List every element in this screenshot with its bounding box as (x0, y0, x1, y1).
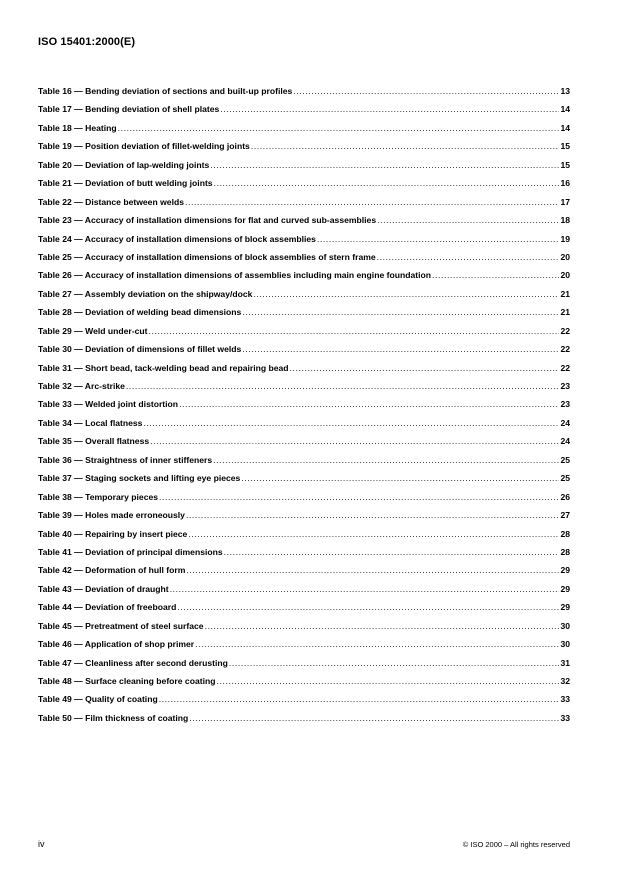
toc-entry-label[interactable]: Table 46 — Application of shop primer (38, 639, 195, 650)
toc-entry[interactable] (38, 197, 570, 215)
toc-entry-label[interactable]: Table 33 — Welded joint distortion (38, 399, 179, 410)
toc-dot-leader (432, 270, 559, 280)
toc-dot-leader (118, 123, 560, 133)
toc-entry-page[interactable]: 21 (560, 307, 570, 318)
toc-entry-page[interactable]: 19 (560, 233, 570, 244)
toc-entry[interactable] (38, 658, 570, 676)
toc-entry-page[interactable]: 33 (560, 694, 570, 705)
toc-entry-page[interactable]: 14 (560, 104, 570, 115)
toc-entry-label[interactable]: Table 47 — Cleanliness after second derusting (38, 657, 228, 668)
toc-entry[interactable] (38, 215, 570, 233)
toc-dot-leader (229, 658, 560, 668)
toc-entry-label[interactable]: Table 37 — Staging sockets and lifting eye pieces (38, 473, 241, 484)
toc-entry[interactable] (38, 307, 570, 325)
toc-dot-leader (150, 436, 559, 446)
toc-entry-label[interactable]: Table 36 — Straightness of inner stiffeners (38, 454, 213, 465)
toc-entry-page[interactable]: 29 (560, 583, 570, 594)
toc-entry[interactable] (38, 178, 570, 196)
toc-dot-leader (377, 252, 560, 262)
toc-entry-label[interactable]: Table 25 — Accuracy of installation dimensions of block assemblies of stern frame (38, 251, 376, 262)
toc-entry-page[interactable]: 14 (560, 122, 570, 133)
toc-entry[interactable] (38, 639, 570, 657)
toc-entry-label[interactable]: Table 49 — Quality of coating (38, 694, 158, 705)
toc-entry[interactable] (38, 694, 570, 712)
toc-entry-label[interactable]: Table 39 — Holes made erroneously (38, 510, 185, 521)
toc-entry[interactable] (38, 123, 570, 141)
toc-entry-page[interactable]: 25 (560, 473, 570, 484)
toc-entry-label[interactable]: Table 27 — Assembly deviation on the shipway/dock (38, 288, 253, 299)
toc-entry-label[interactable]: Table 45 — Pretreatment of steel surface (38, 620, 204, 631)
toc-entry-page[interactable]: 32 (560, 676, 570, 686)
toc-entry[interactable] (38, 602, 570, 620)
toc-entry-label[interactable]: Table 26 — Accuracy of installation dimensions of assemblies including main engine foundation (38, 270, 431, 281)
toc-entry-label[interactable]: Table 17 — Bending deviation of shell plates (38, 104, 220, 115)
toc-entry[interactable] (38, 104, 570, 122)
toc-entry[interactable] (38, 344, 570, 362)
toc-entry-label[interactable]: Table 18 — Heating (38, 122, 117, 133)
toc-entry-page[interactable]: 20 (560, 251, 570, 262)
toc-entry-page[interactable]: 26 (560, 491, 570, 502)
toc-entry-page[interactable]: 22 (560, 325, 570, 336)
toc-entry[interactable] (38, 326, 570, 344)
toc-entry[interactable] (38, 363, 570, 381)
toc-entry-page[interactable]: 23 (560, 399, 570, 410)
toc-entry[interactable] (38, 436, 570, 454)
document-header: ISO 15401:2000(E) (38, 36, 136, 48)
toc-entry-label[interactable]: Table 43 — Deviation of draught (38, 583, 169, 594)
toc-entry[interactable] (38, 584, 570, 602)
toc-entry-page[interactable]: 30 (560, 620, 570, 631)
toc-entry-label[interactable]: Table 38 — Temporary pieces (38, 491, 159, 502)
toc-entry-label[interactable]: Table 40 — Repairing by insert piece (38, 528, 188, 539)
toc-entry[interactable] (38, 418, 570, 436)
toc-dot-leader (186, 565, 559, 575)
toc-dot-leader (159, 492, 559, 502)
toc-dot-leader (220, 104, 559, 114)
toc-entry-label[interactable]: Table 21 — Deviation of butt welding joints (38, 178, 213, 189)
toc-dot-leader (210, 160, 559, 170)
toc-dot-leader (214, 178, 560, 188)
toc-entry-page[interactable]: 24 (560, 436, 570, 447)
toc-entry-label[interactable]: Table 28 — Deviation of welding bead dimensions (38, 307, 242, 318)
toc-entry[interactable] (38, 492, 570, 510)
toc-entry-label[interactable]: Table 42 — Deformation of hull form (38, 565, 186, 576)
toc-entry[interactable] (38, 529, 570, 547)
toc-entry-label[interactable]: Table 44 — Deviation of freeboard (38, 602, 177, 613)
toc-dot-leader (159, 694, 560, 704)
toc-entry-label[interactable]: Table 22 — Distance between welds (38, 196, 184, 207)
toc-dot-leader (253, 289, 559, 299)
copyright-notice: © ISO 2000 – All rights reserved (462, 840, 570, 849)
toc-dot-leader (126, 381, 560, 391)
toc-dot-leader (224, 547, 560, 557)
toc-entry-page[interactable]: 16 (560, 178, 570, 189)
toc-entry[interactable] (38, 270, 570, 288)
toc-entry-label[interactable]: Table 30 — Deviation of dimensions of fillet welds (38, 344, 242, 355)
toc-dot-leader (251, 141, 560, 151)
toc-entry-page[interactable]: 15 (560, 159, 570, 170)
toc-dot-leader (186, 510, 559, 520)
toc-entry-page[interactable]: 17 (560, 196, 570, 207)
toc-entry-label[interactable]: Table 35 — Overall flatness (38, 436, 150, 447)
toc-entry-page[interactable]: 13 (560, 86, 570, 96)
toc-entry-label[interactable]: Table 16 — Bending deviation of sections and built-up profiles (38, 86, 293, 96)
toc-dot-leader (317, 234, 559, 244)
toc-entry[interactable] (38, 713, 570, 731)
toc-entry-label[interactable]: Table 41 — Deviation of principal dimensions (38, 546, 223, 557)
toc-dot-leader (170, 584, 560, 594)
toc-dot-leader (293, 86, 559, 96)
toc-entry[interactable] (38, 547, 570, 565)
toc-entry-page[interactable]: 29 (560, 602, 570, 613)
toc-dot-leader (143, 418, 559, 428)
toc-entry-label[interactable]: Table 32 — Arc-strike (38, 381, 125, 391)
toc-entry[interactable] (38, 565, 570, 583)
toc-entry[interactable] (38, 621, 570, 639)
toc-entry-label[interactable]: Table 23 — Accuracy of installation dimensions for flat and curved sub-assemblies (38, 215, 377, 226)
toc-dot-leader (377, 215, 559, 225)
toc-entry-page[interactable]: 20 (560, 270, 570, 281)
toc-entry-label[interactable]: Table 19 — Position deviation of fillet-welding joints (38, 141, 250, 152)
toc-entry-page[interactable]: 15 (560, 141, 570, 152)
toc-entry-page[interactable]: 21 (560, 288, 570, 299)
toc-entry-page[interactable]: 18 (560, 215, 570, 226)
toc-entry[interactable] (38, 399, 570, 417)
toc-dot-leader (213, 455, 559, 465)
toc-dot-leader (241, 473, 559, 483)
toc-entry-page[interactable]: 22 (560, 362, 570, 373)
toc-entry[interactable] (38, 141, 570, 159)
toc-entry[interactable] (38, 160, 570, 178)
toc-entry-page[interactable]: 28 (560, 546, 570, 557)
toc-dot-leader (179, 399, 559, 409)
toc-entry[interactable] (38, 252, 570, 270)
toc-dot-leader (290, 363, 560, 373)
page-number: iv (38, 839, 45, 849)
toc-dot-leader (217, 676, 560, 686)
toc-dot-leader (185, 197, 559, 207)
toc-entry-page[interactable]: 31 (560, 657, 570, 668)
toc-entry-page[interactable]: 30 (560, 639, 570, 650)
toc-entry-page[interactable]: 23 (560, 381, 570, 391)
toc-dot-leader (189, 713, 559, 723)
toc-entry-page[interactable]: 22 (560, 344, 570, 355)
toc-entry-page[interactable]: 25 (560, 454, 570, 465)
toc-dot-leader (149, 326, 560, 336)
table-of-contents (38, 86, 570, 731)
toc-entry[interactable] (38, 473, 570, 491)
toc-entry[interactable] (38, 676, 570, 694)
toc-entry-page[interactable]: 29 (560, 565, 570, 576)
toc-entry[interactable] (38, 86, 570, 104)
toc-entry[interactable] (38, 234, 570, 252)
toc-dot-leader (242, 344, 559, 354)
toc-entry[interactable] (38, 381, 570, 399)
toc-entry-label[interactable]: Table 24 — Accuracy of installation dimensions of block assemblies (38, 233, 316, 244)
toc-entry-label[interactable]: Table 31 — Short bead, tack-welding bead and repairing bead (38, 362, 289, 373)
toc-entry-page[interactable]: 24 (560, 417, 570, 428)
toc-entry-label[interactable]: Table 48 — Surface cleaning before coating (38, 676, 216, 686)
toc-entry-label[interactable]: Table 29 — Weld under-cut (38, 325, 148, 336)
toc-dot-leader (177, 602, 559, 612)
toc-dot-leader (205, 621, 560, 631)
toc-dot-leader (242, 307, 559, 317)
toc-dot-leader (188, 529, 559, 539)
toc-entry-label[interactable]: Table 34 — Local flatness (38, 417, 143, 428)
toc-entry[interactable] (38, 510, 570, 528)
toc-entry-page[interactable]: 28 (560, 528, 570, 539)
toc-entry-label[interactable]: Table 20 — Deviation of lap-welding joints (38, 159, 210, 170)
toc-entry-page[interactable]: 33 (560, 712, 570, 723)
toc-entry[interactable] (38, 289, 570, 307)
toc-entry-label[interactable]: Table 50 — Film thickness of coating (38, 712, 189, 723)
toc-dot-leader (195, 639, 559, 649)
toc-entry[interactable] (38, 455, 570, 473)
toc-entry-page[interactable]: 27 (560, 510, 570, 521)
